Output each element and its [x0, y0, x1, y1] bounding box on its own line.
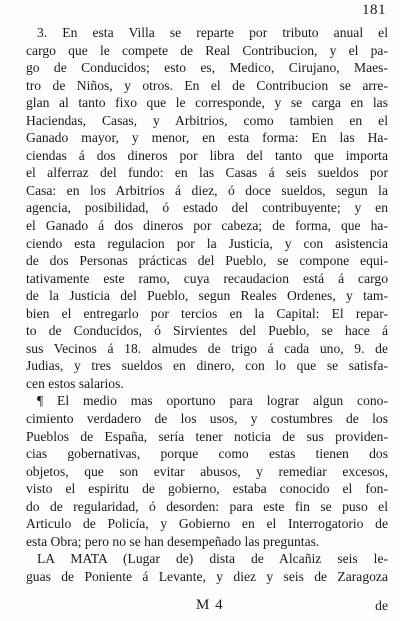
text-line: sus Vecinos á 18. almudes de trigo á cada uno, 9. de: [26, 340, 388, 356]
text-line: agencia, posibilidad, ó estado del contribuyente; y en: [26, 200, 388, 216]
page-number: 181: [362, 2, 386, 18]
text-line: glan al tanto fixo que le corresponde, y se carga en las: [26, 95, 388, 111]
text-line: Judias, y tres sueldos en dinero, con lo que se satisfa-: [26, 358, 388, 374]
text-line: objetos, que son evitar abusos, y remediar excesos,: [26, 463, 388, 479]
text-line: el Ganado á dos dineros por cabeza; de forma, que ha-: [26, 218, 388, 234]
text-line: do de regularidad, ó desorden: para este fin se puso el: [26, 498, 388, 514]
text-line: de dos Personas prácticas del Pueblo, se compone equi-: [26, 253, 388, 269]
text-line: go de Conducidos; esto es, Medico, Cirujano, Maes-: [26, 60, 388, 76]
text-line: Haciendas, Casas, y Arbitrios, como tambien en el: [26, 112, 388, 128]
text-line: Articulo de Policía, y Gobierno en el Interrogatorio de: [26, 516, 388, 532]
catchword: de: [375, 598, 388, 613]
text-line: Casa: en los Arbitrios á diez, ó doce sueldos, segun la: [26, 182, 388, 198]
text-line: ciendas á dos dineros por libra del tanto que importa: [26, 147, 388, 163]
text-line: ¶ El medio mas oportuno para lograr algun cono-: [37, 393, 388, 409]
text-line: de la Justicia del Pueblo, segun Reales Ordenes, y tam-: [26, 288, 388, 304]
text-line: ciendo esta regulacion por la Justicia, y con asistencia: [26, 235, 388, 251]
text-line: tro de Niños, y otros. En el de Contribucion se arre-: [26, 77, 388, 93]
text-line: to de Conducidos, ó Sirvientes del Pueblo, se hace á: [26, 323, 388, 339]
text-line: cen estos salarios.: [26, 375, 124, 391]
text-line: cimiento verdadero de los usos, y costumbres de los: [26, 411, 388, 427]
text-line: Pueblos de España, sería tener noticia de sus providen-: [26, 428, 388, 444]
text-line: LA MATA (Lugar de) dista de Alcañiz seis le-: [37, 551, 388, 567]
text-line: tativamente este ramo, cuya recaudacion está á cargo: [26, 270, 388, 286]
text-line: cargo que le compete de Real Contribucion, y el pa-: [26, 42, 388, 58]
text-line: guas de Poniente á Levante, y diez y seis de Zaragoza: [26, 568, 388, 584]
text-line: bien el entregarlo por tercios en la Capital: El repar-: [26, 305, 388, 321]
text-line: esta Obra; pero no se han desempeñado las preguntas.: [26, 533, 320, 549]
text-line: el alferraz del fundo: en las Casas á seis sueldos por: [26, 165, 388, 181]
text-line: visto el espiritu de gobierno, estaba conocido el fon-: [26, 481, 388, 497]
page-footer: [26, 597, 388, 617]
signature-mark: M 4: [196, 597, 224, 613]
text-line: cias gobernativas, porque como estas tienen dos: [26, 446, 388, 462]
text-line: Ganado mayor, y menor, en esta forma: En las Ha-: [26, 130, 388, 146]
body-text: [26, 24, 388, 586]
text-line: 3. En esta Villa se reparte por tributo anual el: [37, 25, 388, 40]
